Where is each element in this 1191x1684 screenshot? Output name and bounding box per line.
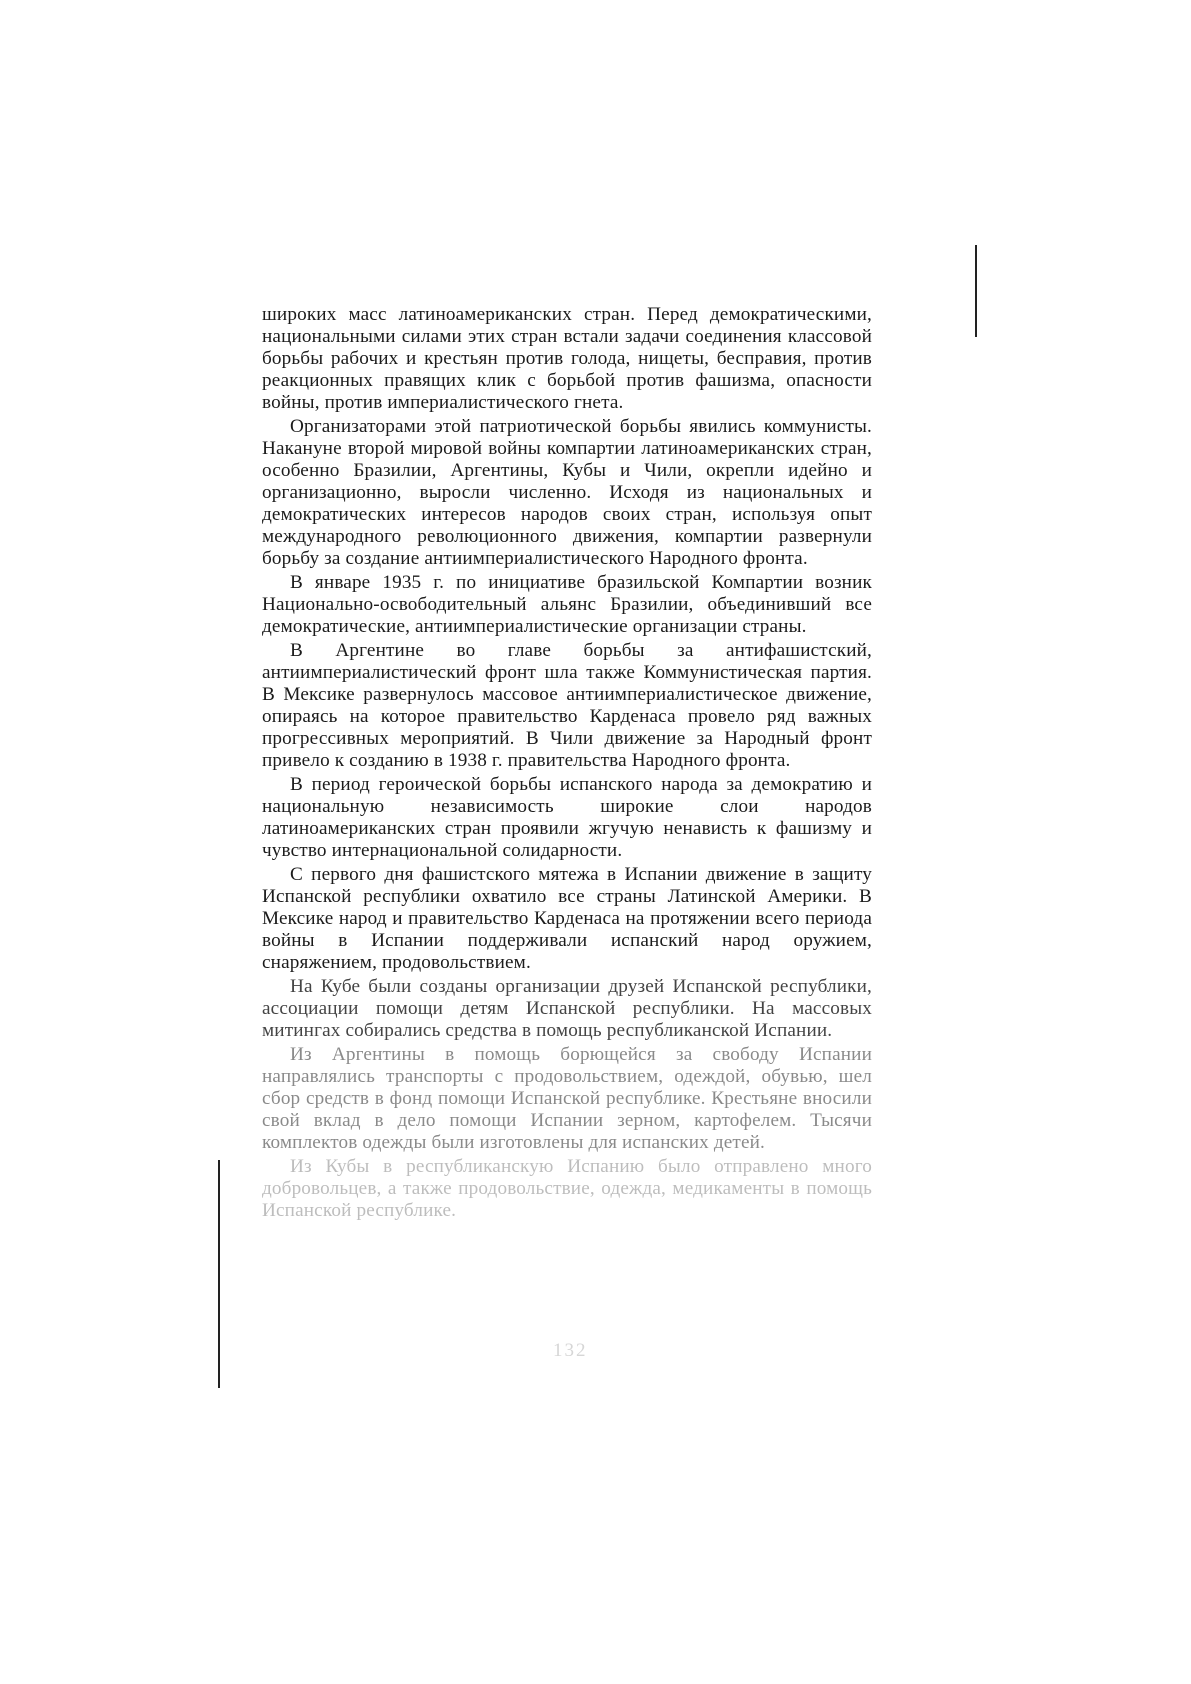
paragraph: В январе 1935 г. по инициативе бразильской Компартии возник Национально-освободительный альянс Бразилии, объединивший все демократические, антиимпериалистические организации страны.: [262, 572, 872, 637]
page-number: 132: [553, 1340, 588, 1361]
paragraph: широких масс латиноамериканских стран. Перед демократическими, национальными силами этих стран встали задачи соединения классовой борьбы рабочих и крестьян против голода, нищеты, бесправия, против реакционных правящих клик с борьбой против фашизма, опасности войны, против империалистического гнета.: [262, 304, 872, 413]
scan-margin-line-right: [975, 245, 977, 337]
scan-margin-line-left: [218, 1160, 220, 1388]
paragraph: С первого дня фашистского мятежа в Испании движение в защиту Испанской республики охватило все страны Латинской Америки. В Мексике народ и правительство Карденаса на протяжении всего периода войны в Испании поддерживали испанский народ оружием, снаряжением, продовольствием.: [262, 864, 872, 973]
paragraph: В период героической борьбы испанского народа за демократию и национальную независимость широкие слои народов латиноамериканских стран проявили жгучую ненависть к фашизму и чувство интернациональной солидарности.: [262, 774, 872, 861]
page-text-block: [262, 304, 872, 1224]
paragraph: На Кубе были созданы организации друзей Испанской республики, ассоциации помощи детям Испанской республики. На массовых митингах собирались средства в помощь республиканской Испании.: [262, 976, 872, 1041]
paragraph-faded: Из Аргентины в помощь борющейся за свободу Испании направлялись транспорты с продовольствием, одеждой, обувью, шел сбор средств в фонд помощи Испанской республике. Крестьяне вносили свой вклад в дело помощи Испании зерном, картофелем. Тысячи комплектов одежды были изготовлены для испанских детей.: [262, 1044, 872, 1153]
paragraph: В Аргентине во главе борьбы за антифашистский, антиимпериалистический фронт шла также Коммунистическая партия. В Мексике развернулось массовое антиимпериалистическое движение, опираясь на которое правительство Карденаса провело ряд важных прогрессивных мероприятий. В Чили движение за Народный фронт привело к созданию в 1938 г. правительства Народного фронта.: [262, 640, 872, 771]
paragraph-faded: Из Кубы в республиканскую Испанию было отправлено много добровольцев, а также продовольствие, одежда, медикаменты в помощь Испанской республике.: [262, 1156, 872, 1221]
paragraph: Организаторами этой патриотической борьбы явились коммунисты. Накануне второй мировой войны компартии латиноамериканских стран, особенно Бразилии, Аргентины, Кубы и Чили, окрепли идейно и организационно, выросли численно. Исходя из национальных и демократических интересов народов своих стран, используя опыт международного революционного движения, компартии развернули борьбу за создание антиимпериалистического Народного фронта.: [262, 416, 872, 569]
